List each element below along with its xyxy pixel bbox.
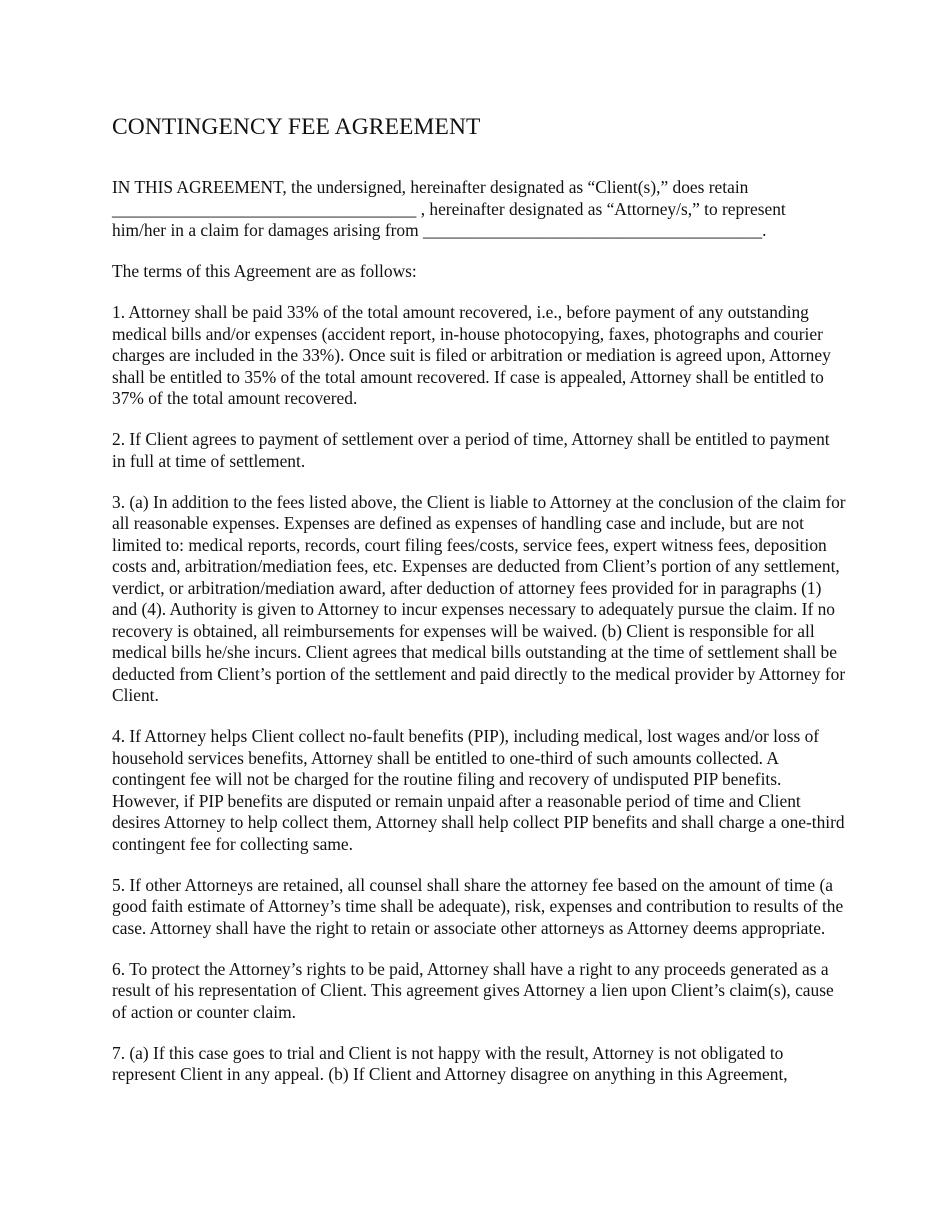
intro-line-3-text: him/her in a claim for damages arising from [112,220,424,240]
paragraph-5: 5. If other Attorneys are retained, all counsel shall share the attorney fee based on the amount of time (a good faith estimate of Attorney’s time shall be adequate), risk, expenses and contribution to results of the case. Attorney shall have the right to retain or associate other attorneys as Attorney deems appropriate. [112,874,844,938]
paragraph-1: 1. Attorney shall be paid 33% of the total amount recovered, i.e., before payment of any outstanding medical bills and/or expenses (accident report, in-house photocopying, faxes, photographs and courier charges are included in the 33%). Once suit is filed or arbitration or mediation is agreed upon, Attorney shall be entitled to 35% of the total amount recovered. If case is appealed, Attorney shall be entitled to 37% of the total amount recovered. [112,302,831,408]
paragraph-6: 6. To protect the Attorney’s rights to be paid, Attorney shall have a right to any proceeds generated as a result of his representation of Client. This agreement gives Attorney a lien upon Client’s claim(s), cause of action or counter claim. [112,958,834,1022]
document-title: CONTINGENCY FEE AGREEMENT [112,114,481,140]
document-body [112,113,847,1105]
intro-line-1: IN THIS AGREEMENT, the undersigned, hereinafter designated as “Client(s),” does retain [112,177,749,197]
claim-description-blank: _______________________________________ [423,220,763,240]
intro-paragraph [112,177,847,242]
attorney-name-blank: ___________________________________ [112,198,417,219]
intro-line-3 [112,220,847,242]
terms-intro: The terms of this Agreement are as follows: [112,261,417,281]
paragraph-7: 7. (a) If this case goes to trial and Client is not happy with the result, Attorney is not obligated to represent Client in any appeal. (b) If Client and Attorney disagree on anything in this Agreement, [112,1042,788,1084]
paragraph-4: 4. If Attorney helps Client collect no-fault benefits (PIP), including medical, lost wages and/or loss of household services benefits, Attorney shall be entitled to one-third of such amounts collected. A contingent fee will not be charged for the routine filing and recovery of undisputed PIP benefits. However, if PIP benefits are disputed or remain unpaid after a reasonable period of time and Client desires Attorney to help collect them, Attorney shall help collect PIP benefits and shall charge a one-third contingent fee for collecting same. [112,726,845,854]
intro-line-2-text: , hereinafter designated as “Attorney/s,” to represent [416,198,786,219]
intro-line-2 [112,199,847,221]
paragraph-2: 2. If Client agrees to payment of settlement over a period of time, Attorney shall be entitled to payment in full at time of settlement. [112,429,830,471]
intro-line-3-period: . [762,220,767,240]
paragraph-3: 3. (a) In addition to the fees listed above, the Client is liable to Attorney at the conclusion of the claim for all reasonable expenses. Expenses are defined as expenses of handling case and include, but are not limited to: medical reports, records, court filing fees/costs, service fees, expert witness fees, deposition costs and, arbitration/mediation fees, etc. Expenses are deducted from Client’s portion of any settlement, verdict, or arbitration/mediation award, after deduction of attorney fees provided for in paragraphs (1) and (4). Authority is given to Attorney to incur expenses necessary to adequately pursue the claim. If no recovery is obtained, all reimbursements for expenses will be waived. (b) Client is responsible for all medical bills he/she incurs. Client agrees that medical bills outstanding at the time of settlement shall be deducted from Client’s portion of the settlement and paid directly to the medical provider by Attorney for Client. [112,491,846,705]
